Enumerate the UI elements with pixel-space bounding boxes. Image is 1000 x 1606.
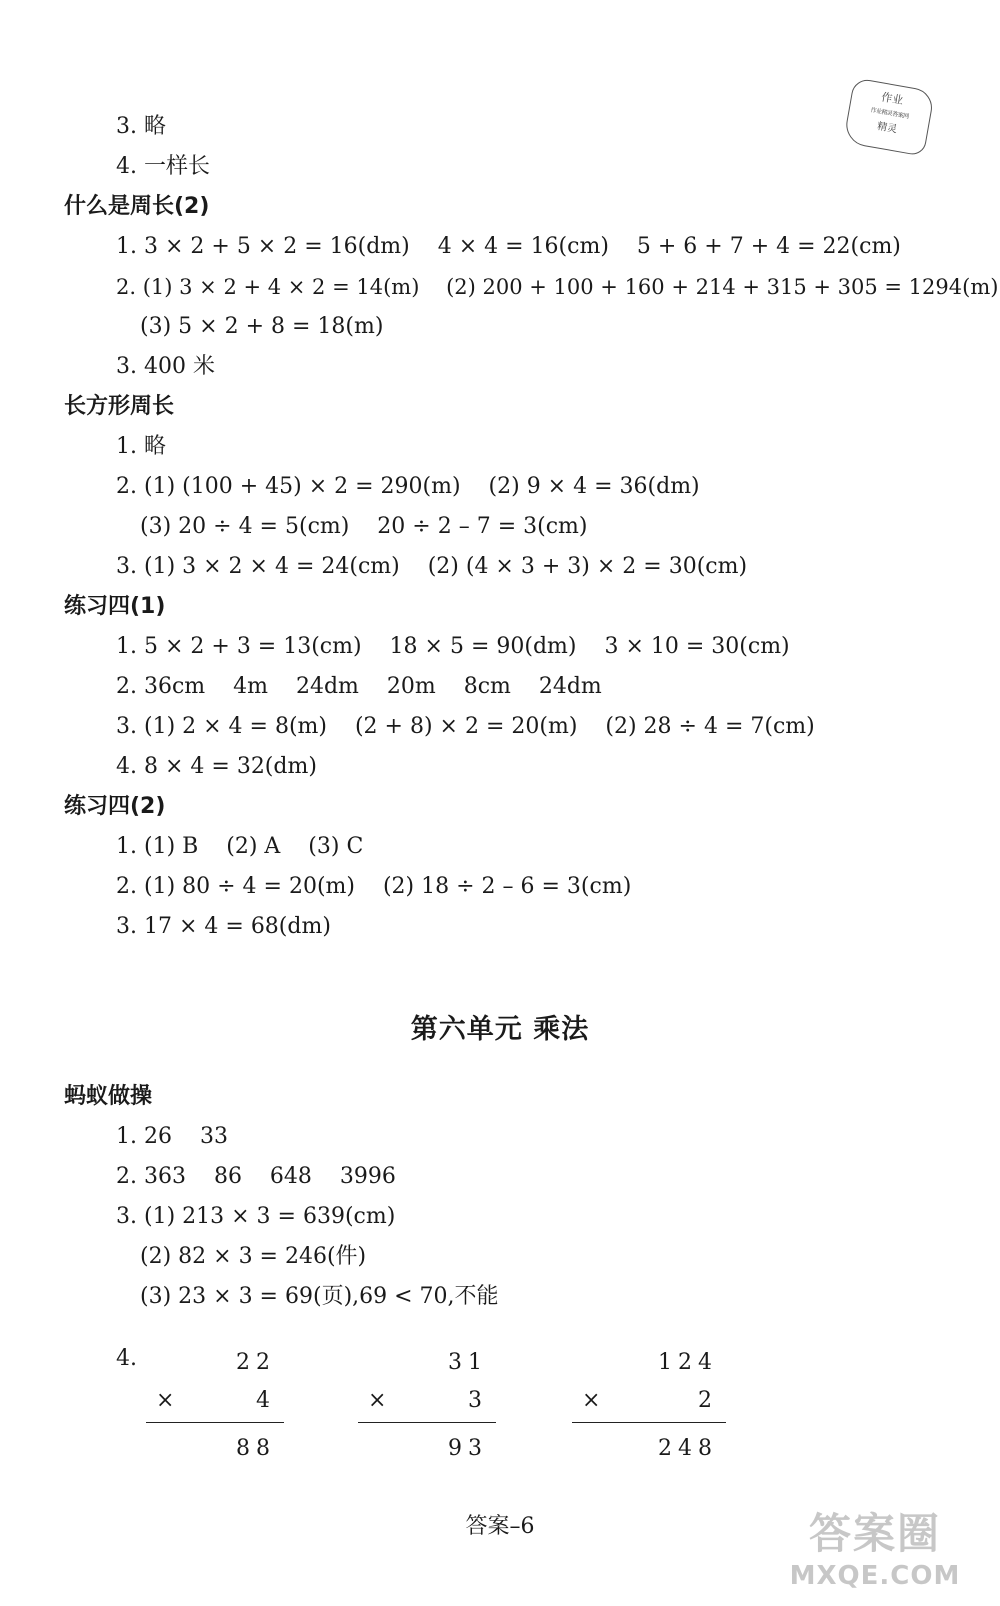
product: 248 (658, 1436, 718, 1461)
product: 88 (236, 1436, 276, 1461)
multiplicand: 124 (658, 1350, 718, 1375)
answer-line: 3. 400 米 (116, 354, 215, 379)
multiplicand: 31 (448, 1350, 488, 1375)
stamp-line-2: 作业精灵答案网 (870, 106, 910, 121)
answer-line: 2. (1) (100 + 45) × 2 = 290(m) (2) 9 × 4 = 36(dm) (116, 474, 700, 499)
answer-line: 2. (1) 80 ÷ 4 = 20(m) (2) 18 ÷ 2 – 6 = 3(cm) (116, 874, 632, 899)
answer-line: 2. 36cm 4m 24dm 20m 8cm 24dm (116, 674, 602, 699)
stamp-line-1: 作业 (880, 90, 905, 108)
watermark-logo (760, 1508, 990, 1598)
answer-line: 3. 17 × 4 = 68(dm) (116, 914, 331, 939)
multiply-sign: × (368, 1388, 387, 1413)
vertical-multiplication-2 (358, 1350, 488, 1470)
section-heading: 长方形周长 (64, 394, 175, 419)
answer-line: 2. 363 86 648 3996 (116, 1164, 396, 1189)
homework-stamp (843, 77, 935, 156)
multiplier: 4 (256, 1388, 276, 1413)
answer-line: 1. 略 (116, 434, 166, 459)
vertical-multiplication-1 (146, 1350, 276, 1470)
multiply-sign: × (582, 1388, 601, 1413)
vertical-multiplication-3 (572, 1350, 718, 1470)
answer-line: 1. 3 × 2 + 5 × 2 = 16(dm) 4 × 4 = 16(cm) 5 + 6 + 7 + 4 = 22(cm) (116, 234, 901, 259)
question-number: 4. (116, 1346, 137, 1371)
answer-line: 3. (1) 3 × 2 × 4 = 24(cm) (2) (4 × 3 + 3) × 2 = 30(cm) (116, 554, 748, 579)
answer-line: 2. (1) 3 × 2 + 4 × 2 = 14(m) (2) 200 + 100 + 160 + 214 + 315 + 305 = 1294(m) (116, 275, 999, 299)
section-heading: 练习四(1) (64, 594, 166, 619)
answer-line: 1. 26 33 (116, 1124, 228, 1149)
answer-line: 1. 5 × 2 + 3 = 13(cm) 18 × 5 = 90(dm) 3 × 10 = 30(cm) (116, 634, 790, 659)
answer-line: (3) 5 × 2 + 8 = 18(m) (140, 314, 384, 339)
multiplier: 2 (698, 1388, 718, 1413)
answer-line: 1. (1) B (2) A (3) C (116, 834, 364, 859)
answer-line: 4. 8 × 4 = 32(dm) (116, 754, 317, 779)
answer-line: (2) 82 × 3 = 246(件) (140, 1244, 367, 1269)
multiplicand: 22 (236, 1350, 276, 1375)
answer-line: 4. 一样长 (116, 154, 210, 179)
section-heading: 蚂蚁做操 (64, 1084, 153, 1109)
page-footer: 答案–6 (465, 1514, 535, 1539)
section-heading: 什么是周长(2) (64, 194, 210, 219)
answer-line: 3. (1) 2 × 4 = 8(m) (2 + 8) × 2 = 20(m) (2) 28 ÷ 4 = 7(cm) (116, 714, 815, 739)
result-line (146, 1422, 284, 1423)
answer-line: (3) 23 × 3 = 69(页),69 < 70,不能 (140, 1284, 499, 1309)
unit-title: 第六单元 乘法 (410, 1014, 590, 1045)
watermark-text: 答案圈 (808, 1509, 941, 1558)
multiply-sign: × (156, 1388, 175, 1413)
watermark-url: MXQE.COM (789, 1561, 961, 1591)
product: 93 (448, 1436, 488, 1461)
result-line (358, 1422, 496, 1423)
multiplier: 3 (468, 1388, 488, 1413)
stamp-line-3: 精灵 (876, 121, 898, 136)
answer-line: (3) 20 ÷ 4 = 5(cm) 20 ÷ 2 – 7 = 3(cm) (140, 514, 588, 539)
section-heading: 练习四(2) (64, 794, 166, 819)
result-line (572, 1422, 726, 1423)
answer-line: 3. 略 (116, 114, 166, 139)
answer-line: 3. (1) 213 × 3 = 639(cm) (116, 1204, 396, 1229)
